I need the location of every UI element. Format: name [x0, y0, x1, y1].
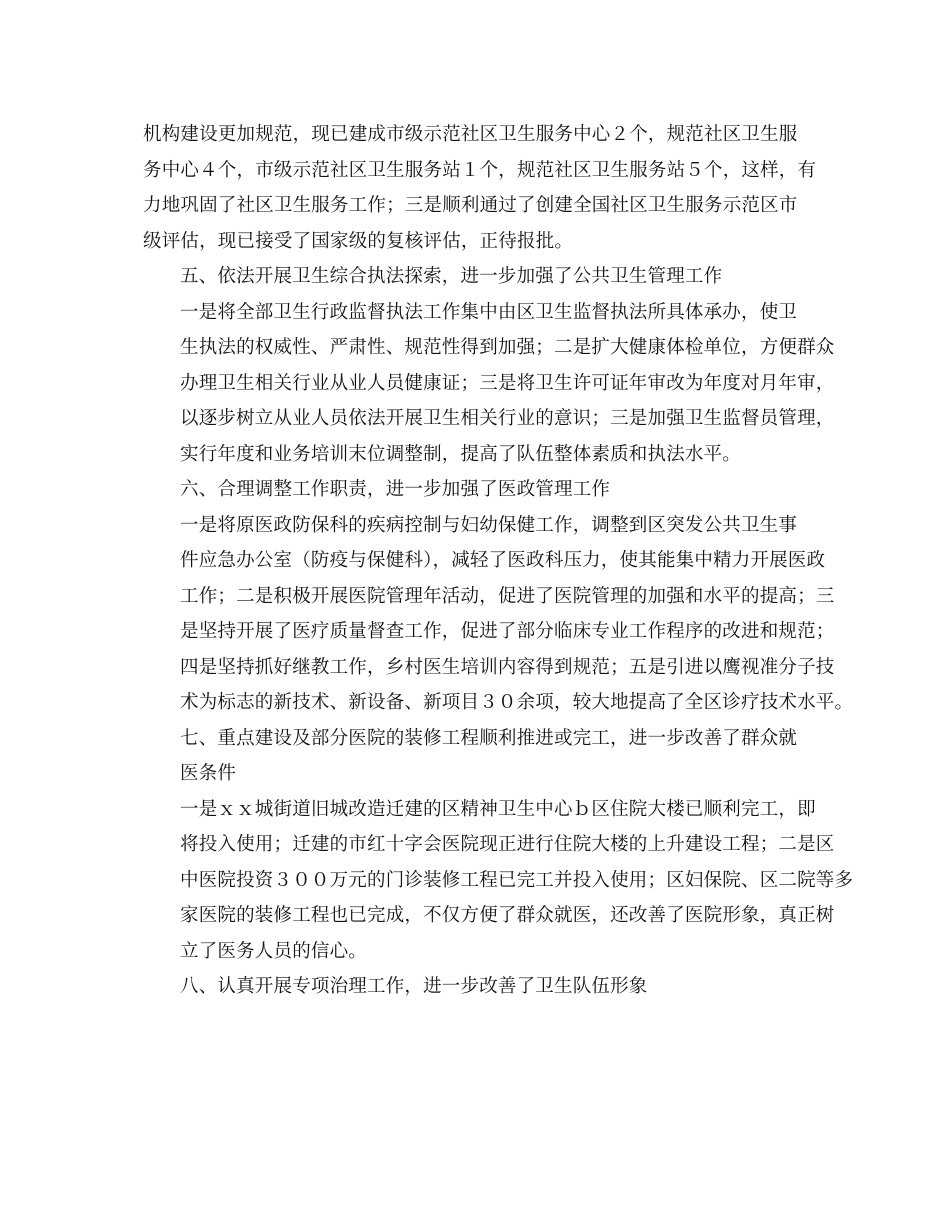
text-line: 术为标志的新技术、新设备、新项目３０余项，较大地提高了全区诊疗技术水平。 [180, 692, 854, 713]
text-line: 级评估，现已接受了国家级的复核评估，正待报批。 [143, 230, 574, 252]
text-line: 四是坚持抓好继教工作，乡村医生培训内容得到规范；五是引进以鹰视准分子技 [180, 656, 835, 678]
text-line: 件应急办公室（防疫与保健科），减轻了医政科压力，使其能集中精力开展医政 [180, 550, 826, 571]
text-line: 一是将全部卫生行政监督执法工作集中由区卫生监督执法所具体承办，使卫 [180, 301, 798, 323]
paragraph [143, 969, 811, 1005]
text-line: 生执法的权威性、严肃性、规范性得到加强；二是扩大健康体检单位，方便群众 [180, 337, 835, 358]
text-line: 一是ｘｘ城街道旧城改造迁建的区精神卫生中心ｂ区住院大楼已顺利完工，即 [180, 798, 816, 820]
text-line: 工作；二是积极开展医院管理年活动，促进了医院管理的加强和水平的提高；三 [180, 585, 835, 607]
text-line: 机构建设更加规范，现已建成市级示范社区卫生服务中心２个，规范社区卫生服 [143, 124, 798, 145]
text-line: 办理卫生相关行业从业人员健康证；三是将卫生许可证年审改为年度对月年审， [180, 372, 835, 394]
text-line: 六、合理调整工作职责，进一步加强了医政管理工作 [180, 479, 611, 500]
text-line: 家医院的装修工程也已完成，不仅方便了群众就医，还改善了医院形象，真正树 [180, 905, 835, 926]
text-line: 力地巩固了社区卫生服务工作；三是顺利通过了创建全国社区卫生服务示范区市 [143, 195, 798, 216]
paragraph [143, 117, 817, 259]
text-line: 五、依法开展卫生综合执法探索，进一步加强了公共卫生管理工作 [180, 266, 723, 287]
text-line: 实行年度和业务培训末位调整制，提高了队伍整体素质和执法水平。 [180, 443, 742, 465]
paragraph [143, 508, 854, 721]
document-body [143, 117, 854, 1005]
text-line: 医条件 [180, 763, 237, 784]
paragraph [143, 295, 835, 473]
text-line: 是坚持开展了医疗质量督查工作，促进了部分临床专业工作程序的改进和规范； [180, 621, 835, 642]
paragraph [143, 792, 854, 970]
text-line: 立了医务人员的信心。 [180, 940, 368, 962]
text-line: 中医院投资３００万元的门诊装修工程已完工并投入使用；区妇保院、区二院等多 [180, 869, 854, 891]
text-line: 八、认真开展专项治理工作，进一步改善了卫生队伍形象 [180, 976, 648, 997]
text-line: 将投入使用；迁建的市红十字会医院现正进行住院大楼的上升建设工程；二是区 [180, 834, 835, 855]
paragraph [143, 472, 811, 508]
text-line: 以逐步树立从业人员依法开展卫生相关行业的意识；三是加强卫生监督员管理， [180, 408, 835, 429]
text-line: 七、重点建设及部分医院的装修工程顺利推进或完工，进一步改善了群众就 [180, 727, 798, 749]
paragraph [143, 721, 811, 792]
text-line: 务中心４个，市级示范社区卫生服务站１个，规范社区卫生服务站５个，这样，有 [143, 159, 817, 181]
paragraph [143, 259, 811, 295]
text-line: 一是将原医政防保科的疾病控制与妇幼保健工作，调整到区突发公共卫生事 [180, 514, 798, 536]
